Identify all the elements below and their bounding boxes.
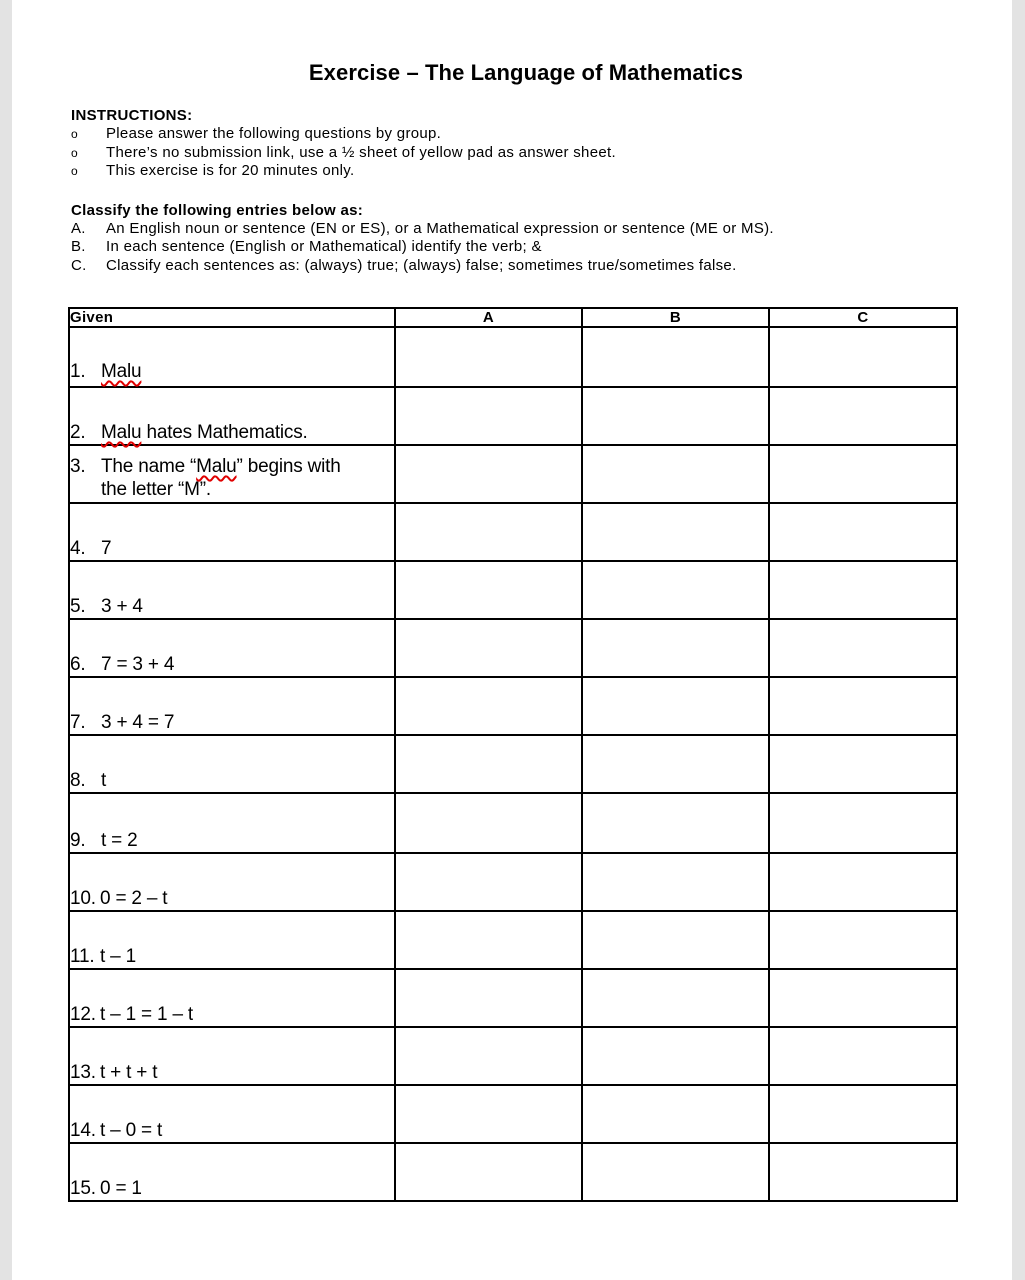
- column-header-a: A: [395, 308, 582, 327]
- page-title: Exercise – The Language of Mathematics: [308, 60, 744, 85]
- answer-cell-a[interactable]: [395, 1143, 582, 1201]
- answer-cell-b[interactable]: [582, 911, 769, 969]
- given-cell: 5. 3 + 4: [69, 561, 395, 619]
- given-cell: 15. 0 = 1: [69, 1143, 395, 1201]
- answer-cell-a[interactable]: [395, 1085, 582, 1143]
- answer-cell-a[interactable]: [395, 1027, 582, 1085]
- answer-cell-c[interactable]: [769, 503, 957, 561]
- given-cell: 1. Malu: [69, 327, 395, 387]
- table-row: [69, 561, 957, 619]
- answer-cell-c[interactable]: [769, 561, 957, 619]
- answer-cell-a[interactable]: [395, 677, 582, 735]
- table-row: [69, 677, 957, 735]
- given-cell: 14. t – 0 = t: [69, 1085, 395, 1143]
- given-cell: 7. 3 + 4 = 7: [69, 677, 395, 735]
- answer-cell-b[interactable]: [582, 735, 769, 793]
- classify-item: C. Classify each sentences as: (always) true; (always) false; sometimes true/sometimes false.: [71, 257, 737, 274]
- table-row: [69, 793, 957, 853]
- answer-cell-b[interactable]: [582, 503, 769, 561]
- answer-cell-a[interactable]: [395, 735, 582, 793]
- answer-cell-c[interactable]: [769, 619, 957, 677]
- instruction-item: o There’s no submission link, use a ½ sheet of yellow pad as answer sheet.: [71, 144, 616, 161]
- given-cell: 3. The name “Malu” begins with the letter “M”.: [69, 445, 395, 503]
- table-row: [69, 853, 957, 911]
- answer-cell-b[interactable]: [582, 445, 769, 503]
- answer-cell-b[interactable]: [582, 793, 769, 853]
- answer-cell-b[interactable]: [582, 969, 769, 1027]
- bullet-icon: o: [71, 127, 78, 141]
- given-cell: 13. t + t + t: [69, 1027, 395, 1085]
- answer-cell-a[interactable]: [395, 561, 582, 619]
- table-row: [69, 387, 957, 445]
- answer-cell-a[interactable]: [395, 387, 582, 445]
- spelling-flag: Malu: [101, 422, 142, 443]
- bullet-icon: o: [71, 146, 78, 160]
- answer-cell-c[interactable]: [769, 911, 957, 969]
- given-cell: 4. 7: [69, 503, 395, 561]
- given-cell: 9. t = 2: [69, 793, 395, 853]
- document-page: [12, 0, 1012, 1280]
- answer-cell-c[interactable]: [769, 387, 957, 445]
- given-cell: 11. t – 1: [69, 911, 395, 969]
- answer-cell-a[interactable]: [395, 969, 582, 1027]
- column-header-c: C: [769, 308, 957, 327]
- table-row: [69, 1085, 957, 1143]
- answer-cell-b[interactable]: [582, 619, 769, 677]
- answer-cell-b[interactable]: [582, 1143, 769, 1201]
- table-header-row: [69, 308, 957, 327]
- classify-heading: Classify the following entries below as:: [71, 202, 364, 219]
- spelling-flag: Malu: [196, 456, 237, 477]
- answer-cell-b[interactable]: [582, 327, 769, 387]
- answer-cell-c[interactable]: [769, 445, 957, 503]
- answer-cell-b[interactable]: [582, 853, 769, 911]
- classify-item: A. An English noun or sentence (EN or ES), or a Mathematical expression or sentence (ME or MS).: [71, 220, 774, 237]
- bullet-icon: o: [71, 164, 78, 178]
- table-row: [69, 1143, 957, 1201]
- table-row: [69, 503, 957, 561]
- answer-cell-a[interactable]: [395, 503, 582, 561]
- table-row: [69, 327, 957, 387]
- answer-cell-c[interactable]: [769, 969, 957, 1027]
- given-cell: 12. t – 1 = 1 – t: [69, 969, 395, 1027]
- answer-cell-b[interactable]: [582, 387, 769, 445]
- table-row: [69, 1027, 957, 1085]
- table-row: [69, 969, 957, 1027]
- table-row: [69, 911, 957, 969]
- table-row: [69, 445, 957, 503]
- column-header-given: Given: [69, 308, 395, 327]
- table-row: [69, 619, 957, 677]
- answer-cell-c[interactable]: [769, 1143, 957, 1201]
- answer-cell-b[interactable]: [582, 561, 769, 619]
- answer-cell-c[interactable]: [769, 677, 957, 735]
- answer-cell-a[interactable]: [395, 619, 582, 677]
- answer-cell-a[interactable]: [395, 445, 582, 503]
- answer-cell-a[interactable]: [395, 911, 582, 969]
- answer-cell-c[interactable]: [769, 1085, 957, 1143]
- instructions-heading: INSTRUCTIONS:: [71, 107, 193, 124]
- answer-cell-a[interactable]: [395, 327, 582, 387]
- given-cell: 2. Malu hates Mathematics.: [69, 387, 395, 445]
- classify-item: B. In each sentence (English or Mathematical) identify the verb; &: [71, 238, 542, 255]
- given-cell: 8. t: [69, 735, 395, 793]
- answer-cell-c[interactable]: [769, 853, 957, 911]
- answer-cell-a[interactable]: [395, 793, 582, 853]
- given-cell: 10. 0 = 2 – t: [69, 853, 395, 911]
- answer-cell-c[interactable]: [769, 793, 957, 853]
- given-cell: 6. 7 = 3 + 4: [69, 619, 395, 677]
- column-header-b: B: [582, 308, 769, 327]
- answer-cell-c[interactable]: [769, 1027, 957, 1085]
- instruction-item: o This exercise is for 20 minutes only.: [71, 162, 355, 179]
- answer-table: [68, 307, 958, 1202]
- table-row: [69, 735, 957, 793]
- answer-cell-a[interactable]: [395, 853, 582, 911]
- answer-cell-b[interactable]: [582, 1027, 769, 1085]
- answer-cell-c[interactable]: [769, 327, 957, 387]
- instruction-item: o Please answer the following questions by group.: [71, 125, 442, 142]
- spelling-flag: Malu: [101, 361, 142, 382]
- answer-cell-b[interactable]: [582, 1085, 769, 1143]
- answer-cell-c[interactable]: [769, 735, 957, 793]
- answer-cell-b[interactable]: [582, 677, 769, 735]
